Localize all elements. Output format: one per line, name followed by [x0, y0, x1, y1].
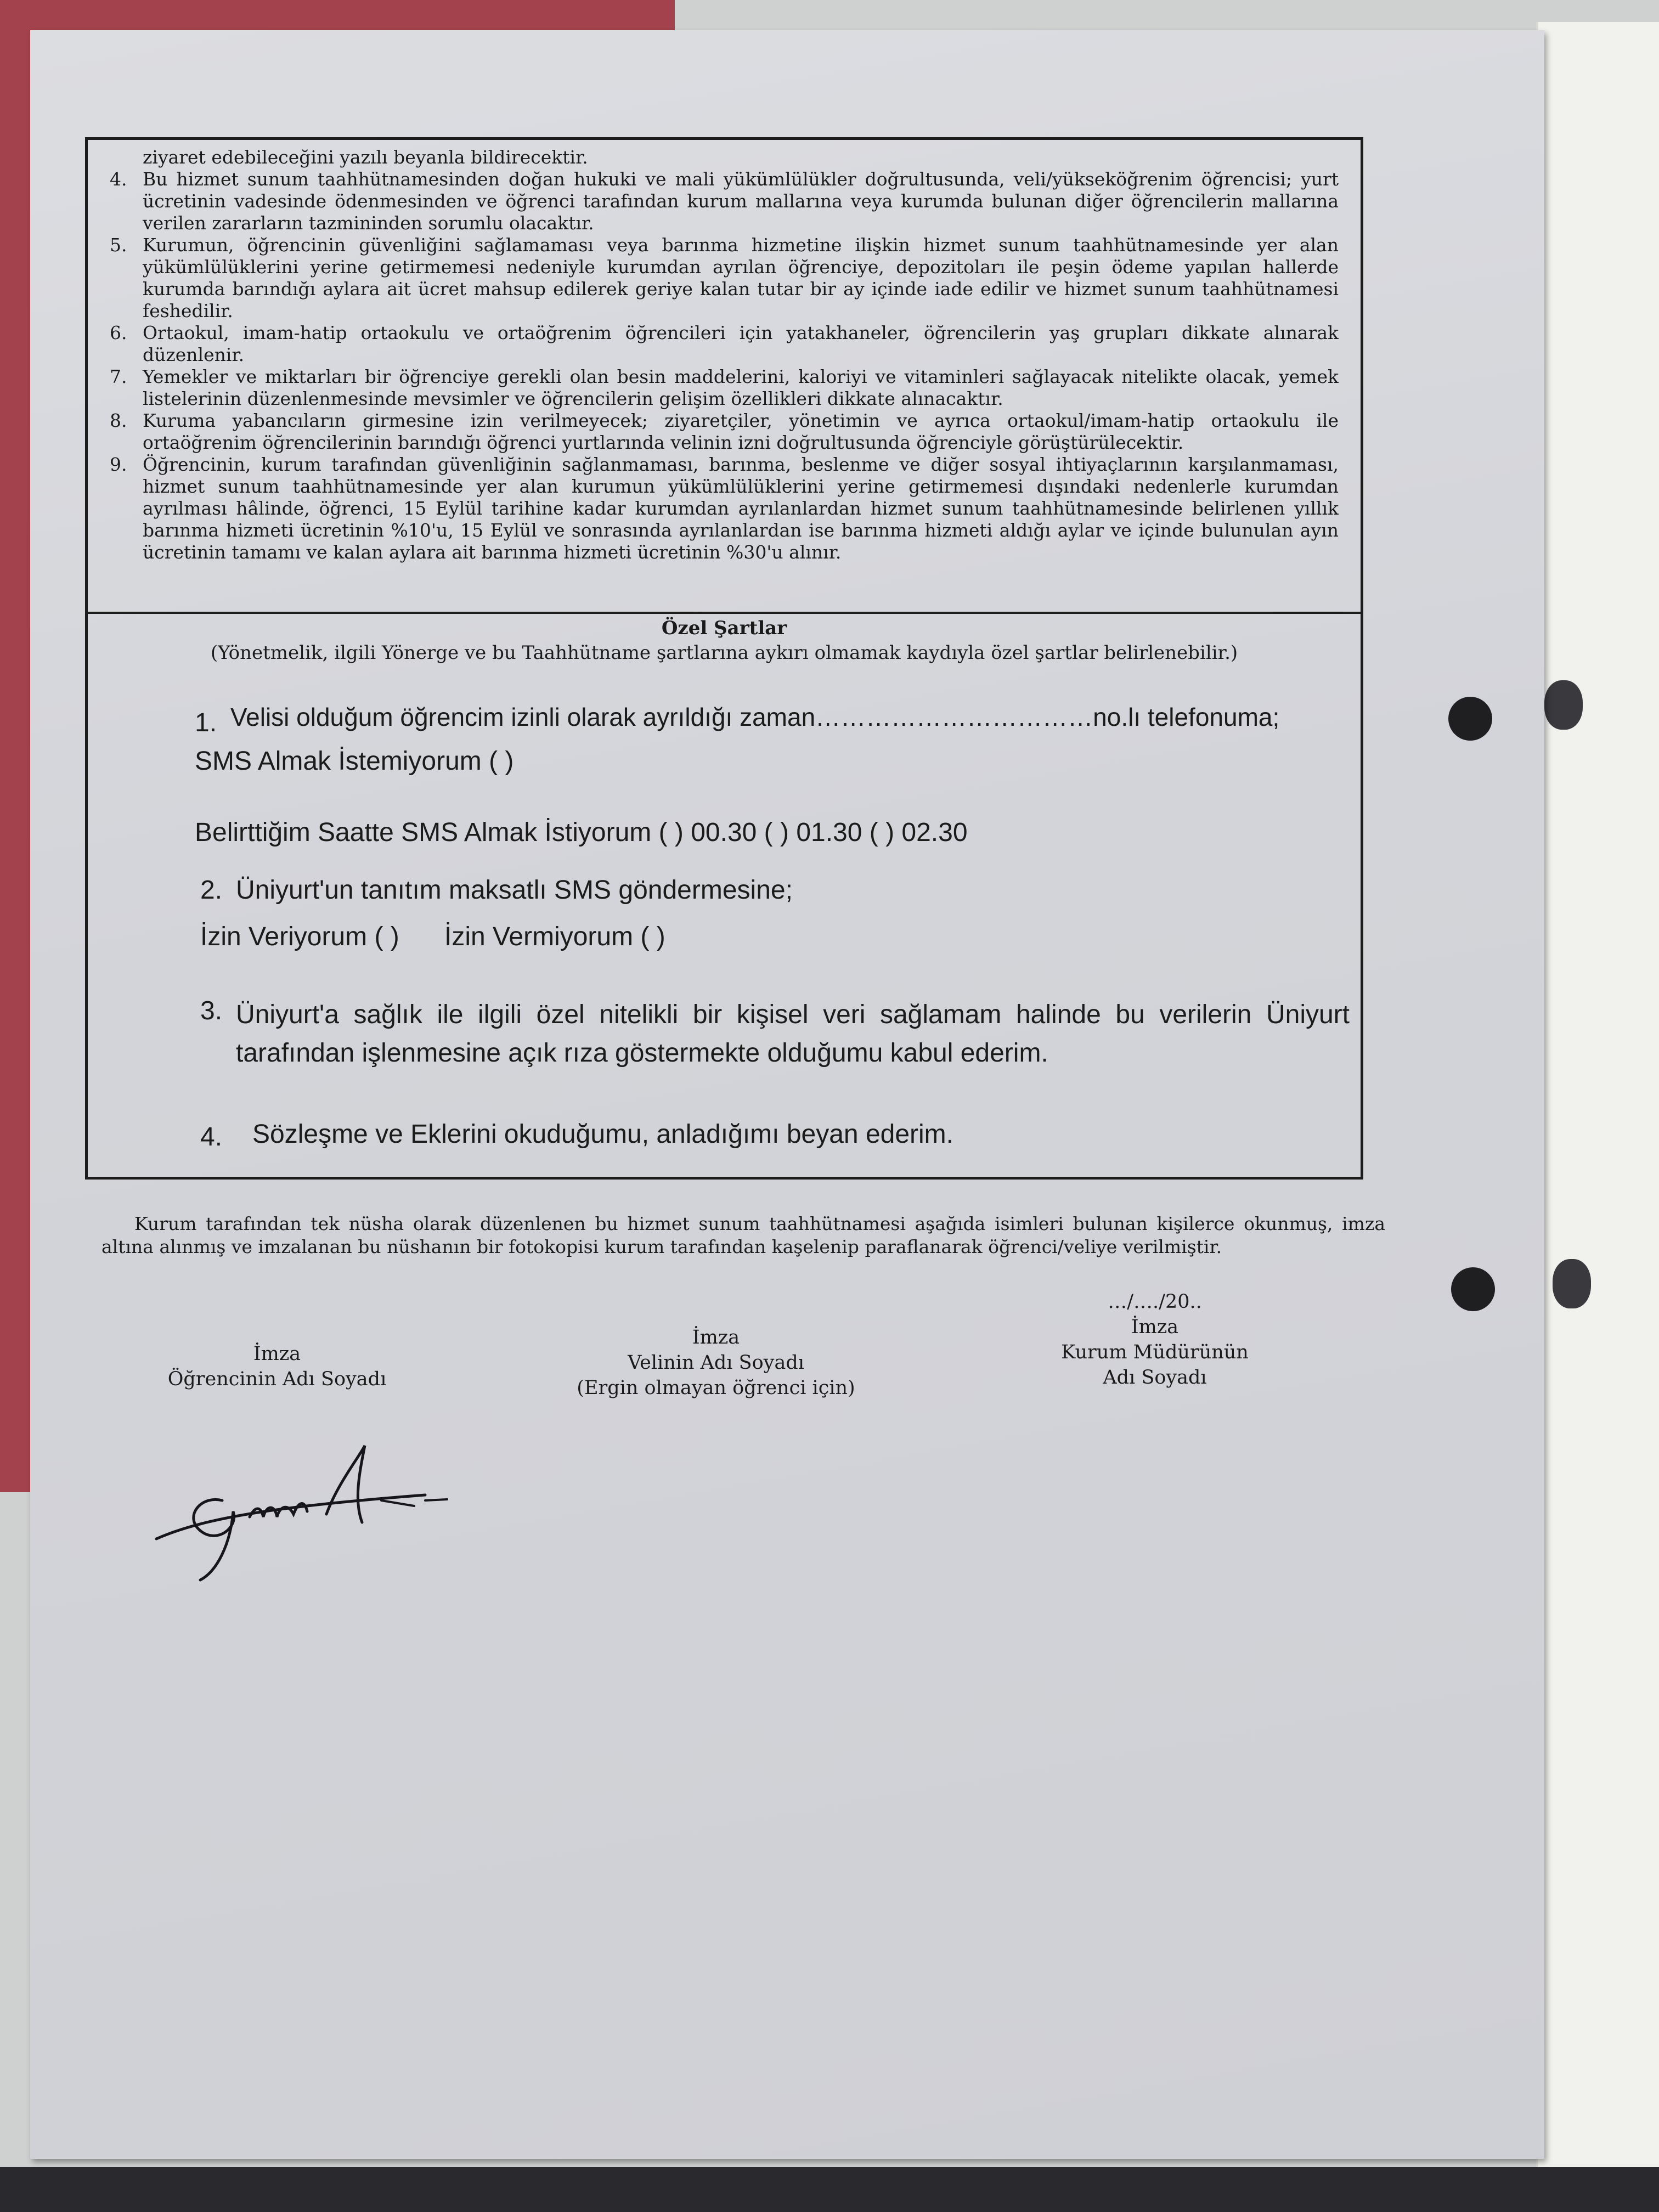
special-conditions-title: Özel Şartlar: [661, 617, 787, 639]
parent-signature-block: [557, 1325, 875, 1401]
parent-signature-label: İmza: [692, 1327, 740, 1348]
special-item-2-number: 2.: [200, 876, 223, 905]
special-item-1-text: Velisi olduğum öğrencim izinli olarak ayrıldığı zaman……………………………no.lı telefonuma;: [230, 703, 1280, 731]
term-number: 6.: [110, 322, 127, 343]
term-text: Yemekler ve miktarları bir öğrenciye gerekli olan besin maddelerini, kaloriyi ve vitaminleri sağlayacak nitelikte olacak, yemek listelerinin düzenlenmesinde mevsimler ve öğrencilerin gelişim özellikleri dikkate alınacaktır.: [143, 366, 1339, 409]
term-item-9: [110, 454, 1339, 563]
term-item-4: [110, 168, 1339, 234]
special-item-4-text: Sözleşme ve Eklerini okuduğumu, anladığımı beyan ederim.: [252, 1120, 953, 1149]
sms-permission-allow: İzin Veriyorum ( ): [200, 922, 399, 951]
director-name-label: Adı Soyadı: [1103, 1367, 1207, 1389]
punch-hole-shadow-bottom: [1553, 1259, 1591, 1308]
punch-hole-shadow-top: [1544, 680, 1583, 730]
term-number: 5.: [110, 234, 127, 256]
student-signature-label: İmza: [253, 1343, 301, 1365]
term-number: 8.: [110, 410, 127, 431]
copy-notice: Kurum tarafından tek nüsha olarak düzenlenen bu hizmet sunum taahhütnamesi aşağıda isimleri bulunan kişilerce okunmuş, imza altına alınmış ve imzalanan bu nüshanın bir fotokopisi kurum tarafından kaşelenip paraflanarak öğrenci/veliye verilmiştir.: [101, 1213, 1385, 1257]
terms-list: [110, 146, 1339, 588]
term-number: 4.: [110, 168, 127, 190]
term-text: Kurumun, öğrencinin güvenliğini sağlamaması veya barınma hizmetine ilişkin hizmet sunum taahhütnamesinde yer alan yükümlülüklerini yerine getirmemesi nedeniyle kurumdan ayrılan öğrenciye, depozitoları ile peşin ödeme yapılan hallerde kurumda barındığı aylara ait ücret mahsup edilerek geriye kalan tutar bir ay içinde iade edilir ve hizmet sunum taahhütnamesi feshedilir.: [143, 234, 1339, 321]
special-item-3-text: Üniyurt'a sağlık ile ilgili özel nitelikli bir kişisel veri sağlamam halinde bu verilerin Üniyurt tarafından işlenmesine açık rıza göstermekte olduğumu kabul ederim.: [236, 1000, 1350, 1068]
special-item-4-number: 4.: [200, 1122, 223, 1152]
white-page-background: [1536, 22, 1659, 2212]
term-text: Bu hizmet sunum taahhütnamesinden doğan hukuki ve mali yükümlülükler doğrultusunda, veli/yükseköğrenim öğrencisi; yurt ücretinin vadesinde ödenmesinden ve öğrenci tarafından kurum mallarına veya kurumda bulunan diğer öğrencilerin mallarına verilen zararların tazmininden sorumlu olacaktır.: [143, 168, 1339, 234]
terms-box: [85, 137, 1363, 1180]
sms-time-options: Belirttiğim Saatte SMS Almak İstiyorum ( ) 00.30 ( ) 01.30 ( ) 02.30: [195, 818, 968, 847]
term-number: 7.: [110, 366, 127, 387]
term-item-7: [110, 366, 1339, 410]
student-name-label: Öğrencinin Adı Soyadı: [167, 1368, 387, 1390]
director-signature-label: İmza: [1131, 1316, 1179, 1338]
term-text: Kuruma yabancıların girmesine izin verilmeyecek; ziyaretçiler, yönetimin ve ayrıca ortaokul/imam-hatip ortaokulu ile ortaöğrenim öğrencilerinin barındığı öğrenci yurtlarında velinin izni doğrultusunda öğrenciyle görüştürülecektir.: [143, 410, 1339, 453]
punch-hole-bottom: [1451, 1267, 1495, 1311]
term-item-8: [110, 410, 1339, 454]
special-conditions-subtitle: (Yönetmelik, ilgili Yönerge ve bu Taahhütname şartlarına aykırı olmamak kaydıyla özel şartlar belirlenebilir.): [210, 642, 1238, 664]
term-item-5: [110, 234, 1339, 322]
special-section-divider: [88, 612, 1361, 614]
handwritten-signature: [140, 1435, 469, 1588]
director-signature-block: [1034, 1289, 1276, 1390]
term-continuation: ziyaret edebileceğini yazılı beyanla bildirecektir.: [143, 146, 588, 168]
dark-table-edge: [0, 2167, 1659, 2212]
term-text: Öğrencinin, kurum tarafından güvenliğinin sağlanmaması, barınma, beslenme ve diğer sosyal ihtiyaçlarının karşılanmaması, hizmet sunum taahhütnamesinde yer alan kurumun yükümlülüklerini yerine getirmemesi dışındaki nedenlerle kurumdan ayrılması hâlinde, öğrenci, 15 Eylül tarihine kadar kurumdan ayrılanlardan hizmet sunum taahhütnamesinde belirlenen yıllık barınma hizmeti ücretinin %10'u, 15 Eylül ve sonrasında ayrılanlardan ise barınma hizmeti aldığı aylar ve içinde bulunulan ayın ücretinin tamamı ve kalan aylara ait barınma hizmeti ücretinin %30'u alınır.: [143, 454, 1339, 563]
term-text: Ortaokul, imam-hatip ortaokulu ve ortaöğrenim öğrencileri için yatakhaneler, öğrencilerin yaş grupları dikkate alınarak düzenlenir.: [143, 322, 1339, 365]
parent-note-label: (Ergin olmayan öğrenci için): [577, 1377, 855, 1399]
student-signature-block: [162, 1341, 392, 1392]
sms-opt-out-option: SMS Almak İstemiyorum ( ): [195, 747, 514, 776]
document-page: [30, 30, 1544, 2159]
special-item-2-text: Üniyurt'un tanıtım maksatlı SMS göndermesine;: [236, 876, 793, 905]
punch-hole-top: [1448, 697, 1492, 741]
term-number: 9.: [110, 454, 127, 475]
special-item-1-number: 1.: [195, 708, 217, 737]
special-item-3-number: 3.: [200, 996, 223, 1025]
date-line: …/…./20..: [1108, 1291, 1202, 1313]
director-title-label: Kurum Müdürünün: [1061, 1341, 1249, 1363]
term-item-6: [110, 322, 1339, 366]
sms-permission-deny: İzin Vermiyorum ( ): [444, 922, 665, 951]
parent-name-label: Velinin Adı Soyadı: [628, 1352, 804, 1374]
